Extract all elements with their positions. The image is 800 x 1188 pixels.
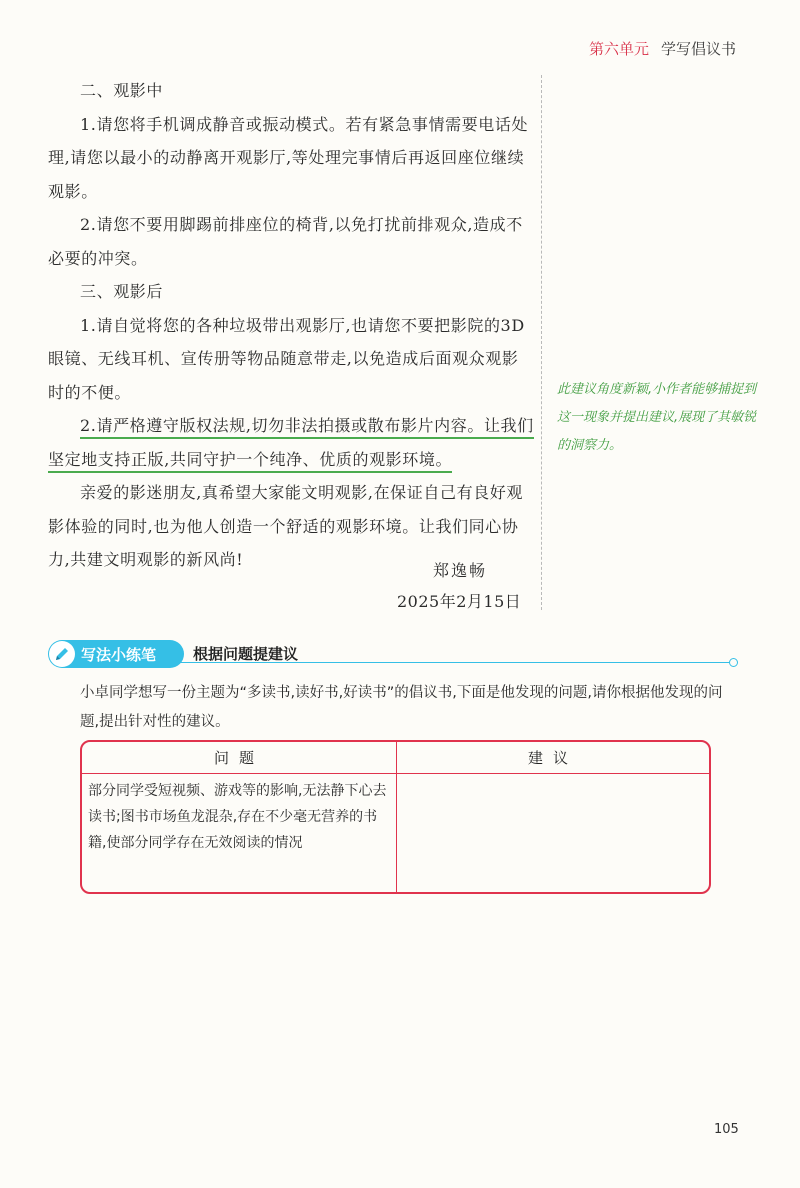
exercise-instruction: 小卓同学想写一份主题为“多读书,读好书,好读书”的倡议书,下面是他发现的问题,请你根据他发现的问题,提出针对性的建议。 — [80, 685, 723, 730]
margin-divider — [541, 75, 542, 610]
problem-cell: 部分同学受短视频、游戏等的影响,无法静下心去读书;图书市场鱼龙混杂,存在不少毫无营养的书籍,使部分同学存在无效阅读的情况 — [82, 774, 397, 892]
exercise-badge-label: 写法小练笔 — [81, 645, 157, 664]
page-header — [589, 38, 736, 59]
page-number: 105 — [714, 1122, 739, 1137]
exercise-header — [48, 640, 738, 670]
topic-label: 学写倡议书 — [661, 40, 737, 58]
header-rule-end-dot — [729, 658, 738, 667]
exercise-title: 根据问题提建议 — [193, 645, 299, 663]
signer-name: 郑逸畅 — [433, 561, 488, 580]
paragraph-garbage: 1.请自觉将您的各种垃圾带出观影厅,也请您不要把影院的3D眼镜、无线耳机、宣传册等物品随意带走,以免造成后面观众观影时的不便。 — [48, 315, 525, 402]
table-row — [82, 774, 709, 892]
underlined-copyright-text: 2.请严格遵守版权法规,切勿非法拍摄或散布影片内容。让我们坚定地支持正版,共同守护一个纯净、优质的观影环境。 — [48, 416, 534, 473]
pen-icon — [49, 641, 75, 667]
letter-body — [48, 74, 534, 577]
suggestion-answer-cell[interactable] — [397, 774, 709, 892]
column-header-suggestion: 建议 — [527, 749, 578, 767]
paragraph-copyright — [48, 409, 534, 476]
section-heading-during: 二、观影中 — [80, 81, 164, 100]
problem-suggestion-table — [80, 740, 711, 894]
paragraph-closing: 亲爱的影迷朋友,真希望大家能文明观影,在保证自己有良好观影体验的同时,也为他人创造一个舒适的观影环境。让我们同心协力,共建文明观影的新风尚! — [48, 483, 523, 569]
section-heading-after: 三、观影后 — [80, 282, 164, 301]
exercise-badge — [48, 640, 184, 668]
unit-label: 第六单元 — [589, 40, 650, 58]
margin-annotation: 此建议角度新颖,小作者能够捕捉到这一现象并提出建议,展现了其敏锐的洞察力。 — [557, 382, 757, 453]
column-header-problem: 问题 — [82, 742, 397, 773]
letter-date: 2025年2月15日 — [397, 592, 522, 611]
table-header-row — [82, 742, 709, 774]
paragraph-phone: 1.请您将手机调成静音或振动模式。若有紧急事情需要电话处理,请您以最小的动静离开观影厅,等处理完事情后再返回座位继续观影。 — [48, 114, 529, 201]
paragraph-seat: 2.请您不要用脚踢前排座位的椅背,以免打扰前排观众,造成不必要的冲突。 — [48, 215, 523, 268]
